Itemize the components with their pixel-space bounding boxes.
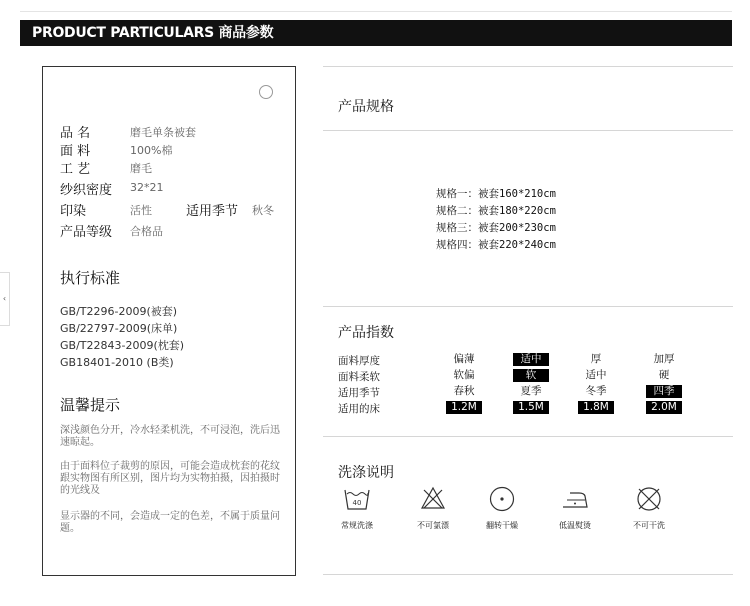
care-label: 低温熨烫: [559, 521, 591, 530]
attr-label-craft: 工 艺: [60, 162, 91, 177]
attr-value-grade: 合格品: [130, 225, 163, 238]
index-row-label: 适用季节: [338, 387, 380, 399]
index-option: 软: [513, 369, 549, 382]
index-option: 1.2M: [446, 401, 482, 414]
care-label: 不可干洗: [633, 521, 665, 530]
divider: [323, 66, 733, 67]
care-label: 翻转干燥: [486, 521, 518, 530]
wash-40-icon: [344, 487, 370, 515]
index-row-label: 面料柔软: [338, 371, 380, 383]
care-label: 常规洗涤: [341, 521, 373, 530]
tumble-dry-icon: [489, 486, 515, 516]
spec-line: 规格四：被套220*240cm: [436, 239, 556, 251]
divider: [323, 574, 733, 575]
index-option: 软偏: [453, 369, 475, 381]
index-option: 厚: [590, 353, 602, 365]
index-title: 产品指数: [338, 325, 394, 341]
attr-label-grade: 产品等级: [60, 225, 113, 240]
index-option: 四季: [646, 385, 682, 398]
attr-label-fabric: 面 料: [60, 144, 91, 159]
standard-title: 执行标准: [60, 269, 121, 287]
attr-value-fabric: 100%棉: [130, 144, 173, 157]
spec-line: 规格一：被套160*210cm: [436, 188, 556, 200]
tag-hole-icon: [259, 85, 273, 99]
standard-line: GB/T22843-2009(枕套): [60, 339, 185, 352]
no-dry-clean-icon: [636, 486, 662, 516]
attr-value-dye: 活性: [130, 204, 152, 217]
attr-value-season: 秋冬: [252, 204, 274, 217]
top-divider: [20, 11, 732, 12]
divider: [323, 306, 733, 307]
tips-title: 温馨提示: [60, 396, 121, 414]
product-tag-card: [42, 66, 296, 576]
divider: [323, 436, 733, 437]
attr-label-density: 纱织密度: [60, 183, 113, 198]
index-option: 1.8M: [578, 401, 614, 414]
standard-line: GB/T2296-2009(被套): [60, 305, 178, 318]
index-option: 硬: [658, 369, 670, 381]
attr-value-craft: 磨毛: [130, 162, 152, 175]
care-label: 不可氯漂: [417, 521, 449, 530]
divider: [323, 130, 733, 131]
svg-text:40: 40: [352, 499, 362, 507]
tip-paragraph: 由于面料位子裁剪的原因，可能会造成枕套的花纹跟实物图有所区别，图片均为实物拍摄，因拍摄时的光线及: [60, 461, 280, 496]
index-option: 适中: [585, 369, 607, 381]
index-option: 冬季: [585, 385, 607, 397]
index-row-label: 面料厚度: [338, 355, 380, 367]
attr-value-density: 32*21: [130, 181, 164, 194]
index-option: 2.0M: [646, 401, 682, 414]
attr-label-name: 品 名: [60, 126, 91, 141]
wash-title: 洗涤说明: [338, 465, 394, 481]
index-row-label: 适用的床: [338, 403, 380, 415]
tip-paragraph: 深浅颜色分开，冷水轻柔机洗，不可浸泡，洗后迅速晾起。: [60, 425, 280, 448]
index-option: 春秋: [453, 385, 475, 397]
spec-title: 产品规格: [338, 99, 394, 115]
spec-line: 规格二：被套180*220cm: [436, 205, 556, 217]
index-option: 偏薄: [453, 353, 475, 365]
section-header: PRODUCT PARTICULARS 商品参数: [20, 20, 732, 46]
tip-paragraph: 显示器的不同，会造成一定的色差，不属于质量问题。: [60, 511, 280, 534]
attr-value-name: 磨毛单条被套: [130, 126, 196, 139]
attr-label-dye: 印染: [60, 204, 87, 219]
index-option: 夏季: [520, 385, 542, 397]
side-collapse-tab[interactable]: ‹: [0, 272, 10, 326]
index-option: 适中: [513, 353, 549, 366]
standard-line: GB18401-2010 (B类): [60, 356, 174, 369]
attr-label-season: 适用季节: [186, 204, 239, 219]
no-bleach-icon: [420, 486, 446, 514]
index-option: 1.5M: [513, 401, 549, 414]
index-option: 加厚: [653, 353, 675, 365]
spec-line: 规格三：被套200*230cm: [436, 222, 556, 234]
low-iron-icon: [561, 488, 589, 514]
standard-line: GB/22797-2009(床单): [60, 322, 178, 335]
